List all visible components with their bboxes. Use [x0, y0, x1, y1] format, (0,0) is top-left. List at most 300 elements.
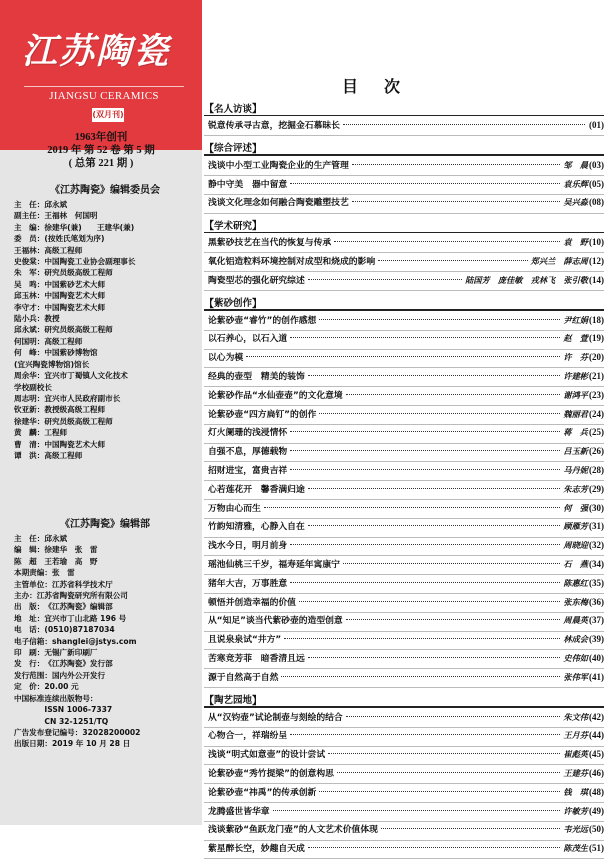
board-row: [14, 324, 196, 335]
staff-label: 出版日期：: [14, 739, 52, 749]
toc-entry: [204, 632, 604, 651]
staff-value: 《江苏陶瓷》发行部: [44, 659, 113, 669]
article-title: 论紫砂作品“水仙壶壶”的文化意境: [208, 390, 343, 401]
board-label: 主 任：: [14, 200, 45, 209]
board-row: [14, 370, 196, 381]
toc-entry: [204, 254, 604, 273]
article-author: 蒋 兵: [563, 427, 588, 438]
article-author: 袁乐辉: [563, 178, 588, 189]
board-row: [14, 245, 196, 256]
article-author: 周晨英: [563, 615, 588, 626]
page-number: (44): [589, 730, 604, 741]
article-author: 张伟军: [563, 671, 588, 682]
toc-entry: [204, 331, 604, 350]
leader-dots: [246, 356, 560, 357]
bracket-close: 】: [252, 221, 263, 233]
article-title: 万物由心而生: [208, 503, 261, 514]
staff-label: 广告发布登记编号：: [14, 727, 83, 737]
staff-label: 主管单位：: [14, 579, 52, 589]
issue-info: [0, 131, 202, 170]
total-issue: ( 总第 221 期 ): [68, 158, 134, 169]
staff-value: [98, 693, 196, 704]
leader-dots: [290, 582, 560, 583]
toc-section-name: 学术研究: [214, 220, 253, 232]
toc-section-heading: [204, 295, 604, 310]
board-label: 委 员：: [14, 234, 45, 244]
board-label: 王福林：: [14, 245, 45, 255]
page-number: (31): [589, 521, 604, 532]
staff-value: 32028200002: [82, 727, 141, 737]
toc-entry: [204, 822, 604, 841]
staff-value: 徐建华 张 雷: [44, 545, 98, 555]
board-value: (宜兴陶瓷博物馆)馆长: [14, 359, 90, 369]
article-title: 以石养心，以石入道: [208, 334, 288, 345]
bracket-open: 【: [204, 104, 214, 115]
board-row: [14, 210, 196, 221]
board-label: 史俊棠：: [14, 257, 45, 267]
board-heading: 《江苏陶瓷》编辑委员会: [50, 185, 160, 196]
board-row: [14, 290, 196, 301]
staff-row: [14, 556, 196, 567]
staff-row: [14, 738, 196, 749]
toc-entry: [204, 350, 604, 369]
bracket-close: 】: [252, 104, 263, 115]
article-author: 陈茂生: [563, 843, 588, 854]
leader-dots: [328, 753, 560, 754]
leader-dots: [308, 488, 561, 489]
board-value: 中国陶瓷工业协会副理事长: [44, 257, 136, 267]
board-row: [14, 313, 196, 324]
staff-row: [14, 601, 196, 612]
page-number: (37): [589, 615, 604, 626]
board-row: [14, 393, 196, 404]
article-title: 黑紫砂技艺在当代的恢复与传承: [208, 238, 332, 249]
staff-label: 印 刷：: [14, 648, 45, 658]
article-title: 论紫砂壶“祎禹”的传承创新: [208, 787, 317, 798]
article-title: 浅谈“明式如意壶”的设计尝试: [208, 750, 326, 761]
page-number: (34): [589, 558, 604, 569]
toc-entry: [204, 407, 604, 426]
board-value: 研究员级高级工程师: [44, 268, 113, 278]
article-title: 竹韵知清雅，心静入自在: [208, 522, 305, 533]
bracket-close: 】: [252, 695, 263, 707]
board-label: 徐建华：: [14, 416, 45, 426]
frequency-badge: (双月刊): [92, 108, 124, 122]
staff-row: [14, 590, 196, 601]
article-title: 顿悟并创造幸福的价值: [208, 597, 296, 608]
board-label: 主 编：: [14, 222, 45, 232]
board-value: 教授: [44, 314, 60, 324]
article-author: 郑兴兰 薛志周: [530, 255, 588, 266]
staff-label: 编 辑：: [14, 545, 45, 555]
article-title: 猪年大吉，万事胜意: [208, 578, 288, 589]
article-author: 钱 琪: [563, 786, 588, 797]
toc-section-heading: [204, 692, 604, 707]
staff-value: 国内外公开发行: [51, 670, 106, 680]
toc-entry: [204, 670, 604, 689]
page-number: (32): [589, 540, 604, 551]
toc-entry: [204, 313, 604, 332]
leader-dots: [290, 450, 560, 451]
page-number: (48): [589, 786, 604, 797]
article-author: 许敏芳: [563, 805, 588, 816]
staff-value: 《江苏陶瓷》编辑部: [44, 602, 113, 612]
staff-label: 出 版：: [14, 602, 45, 612]
article-title: 论紫砂壶“四方扁钉”的创作: [208, 409, 317, 420]
board-value: 教授级高级工程师: [44, 405, 106, 415]
article-title: 源于自然高于自然: [208, 672, 279, 683]
staff-label: 本期责编：: [14, 568, 52, 578]
toc-list: [204, 97, 604, 860]
staff-row: [14, 533, 196, 544]
article-author: 许建彬: [563, 370, 588, 381]
board-value: 中国陶瓷艺术大师: [44, 291, 106, 301]
board-row: [14, 267, 196, 278]
board-label: 邱玉林：: [14, 291, 45, 301]
board-value: 中国紫砂艺术大师: [44, 279, 106, 289]
staff-label: 主办：: [14, 591, 37, 601]
board-label: 黄 麟：: [14, 428, 45, 438]
article-title: 论紫砂壶“睿竹”的创作感想: [208, 315, 317, 326]
toc-section-name: 名人访谈: [214, 103, 253, 115]
leader-dots: [346, 394, 561, 395]
article-author: 魏丽君: [563, 408, 588, 419]
board-row: [14, 382, 196, 393]
staff-value: 20.00 元: [44, 682, 79, 692]
staff-label: 发 行：: [14, 659, 45, 669]
toc-entry: [204, 841, 604, 860]
leader-dots: [381, 828, 561, 829]
article-author: 许 芬: [563, 352, 588, 363]
page-number: (30): [589, 502, 604, 513]
leader-dots: [290, 544, 560, 545]
article-title: 心若莲花开 馨香满归途: [208, 484, 305, 495]
staff-value: 宜兴市丁山北路 196 号: [44, 613, 127, 623]
toc-entry: [204, 273, 604, 292]
board-value: 学校副校长: [14, 382, 52, 392]
staff-value: 江苏省陶瓷研究所有限公司: [36, 591, 128, 601]
board-label: 谭 洪：: [14, 450, 45, 460]
volume-issue: 2019 年 第 52 卷 第 5 期: [47, 145, 155, 156]
bracket-open: 【: [204, 298, 214, 310]
article-title: 论紫砂壶“秀竹提梁”的创意构思: [208, 768, 334, 779]
editorial-staff: [14, 512, 196, 750]
board-value: 中国陶瓷艺术大师: [44, 439, 106, 449]
article-author: 朱文伟: [563, 711, 588, 722]
leader-dots: [290, 183, 560, 184]
staff-label: 定 价：: [14, 682, 45, 692]
toc-entry: [204, 158, 604, 177]
staff-row: [14, 624, 196, 635]
leader-dots: [319, 413, 560, 414]
board-label: 陆小兵：: [14, 314, 45, 324]
article-title: 陶瓷型芯的强化研究综述: [208, 275, 305, 286]
article-title: 经典的壶型 精美的装饰: [208, 371, 305, 382]
leader-dots: [290, 337, 560, 338]
staff-row: [14, 613, 196, 624]
toc-entry: [204, 804, 604, 823]
staff-row: [14, 670, 196, 681]
board-value: 王福林 何国明: [44, 211, 98, 221]
article-author: 陈惠红: [563, 577, 588, 588]
page-number: (39): [589, 634, 604, 645]
leader-dots: [290, 469, 560, 470]
article-author: 周晓迎: [563, 540, 588, 551]
article-author: 谢鸿平: [563, 389, 588, 400]
toc-entry: [204, 425, 604, 444]
toc-entry: [204, 651, 604, 670]
logo-divider: [24, 86, 184, 87]
leader-dots: [378, 260, 528, 261]
staff-label: 主 任：: [14, 534, 45, 543]
board-label: 吴 鸣：: [14, 279, 45, 289]
staff-label: 地 址：: [14, 613, 45, 623]
bracket-close: 】: [252, 143, 263, 155]
staff-row: [14, 567, 196, 578]
toc-entry: [204, 785, 604, 804]
staff-row: [14, 636, 196, 647]
toc-entry: [204, 501, 604, 520]
staff-row: [14, 727, 196, 738]
leader-dots: [319, 319, 560, 320]
board-label: 李守才：: [14, 302, 45, 312]
article-author: 林成会: [563, 634, 588, 645]
article-author: 吕玉新: [563, 446, 588, 457]
board-value: (按姓氏笔划为序): [44, 234, 105, 244]
bracket-open: 【: [204, 695, 214, 707]
leader-dots: [273, 810, 561, 811]
toc-entry: [204, 747, 604, 766]
staff-value: 邱永斌: [44, 534, 68, 543]
toc-section-name: 陶艺园地: [214, 695, 253, 707]
leader-dots: [337, 772, 560, 773]
article-author: 崔彪英: [563, 749, 588, 760]
staff-row: [14, 716, 196, 727]
page-number: (03): [589, 159, 604, 170]
article-author: 吴兴淼: [563, 197, 588, 208]
page-number: (14): [589, 274, 604, 285]
page-number: (51): [589, 843, 604, 854]
staff-row: [14, 544, 196, 555]
page-number: (28): [589, 464, 604, 475]
board-row: [14, 199, 196, 210]
board-row: [14, 233, 196, 244]
article-title: 瑶池仙桃三千岁，福寿延年寓康宁: [208, 559, 340, 570]
page-number: (40): [589, 652, 604, 663]
page-number: (24): [589, 408, 604, 419]
toc-entry: [204, 482, 604, 501]
article-title: 龙腾盛世皆华章: [208, 806, 270, 817]
bracket-open: 【: [204, 143, 214, 155]
staff-label: 电子信箱：: [14, 636, 52, 646]
leader-dots: [281, 676, 560, 677]
page-number: (50): [589, 824, 604, 835]
page-number: (26): [589, 446, 604, 457]
board-value: 徐建华(兼) 王建华(兼): [44, 222, 135, 232]
leader-dots: [308, 847, 561, 848]
board-label: 何国明：: [14, 336, 45, 346]
article-author: 王月芬: [563, 730, 588, 741]
leader-dots: [308, 525, 561, 526]
board-row: [14, 256, 196, 267]
page-number: (49): [589, 805, 604, 816]
board-row: [14, 450, 196, 461]
article-title: 紫星醉长空，妙趣自天成: [208, 844, 305, 855]
leader-dots: [308, 279, 462, 280]
toc-entry: [204, 519, 604, 538]
page-number: (35): [589, 577, 604, 588]
staff-value: 陈 超 王若瑜 高 野: [14, 556, 98, 566]
article-author: 顾雁芳: [563, 521, 588, 532]
article-author: 史伟如: [563, 652, 588, 663]
board-row: [14, 336, 196, 347]
toc-entry: [204, 728, 604, 747]
toc-column: [202, 0, 612, 855]
toc-entry: [204, 538, 604, 557]
board-row: [14, 427, 196, 438]
article-title: 浅谈中小型工业陶瓷企业的生产管理: [208, 160, 349, 171]
page-number: (19): [589, 333, 604, 344]
toc-entry: [204, 388, 604, 407]
leader-dots: [343, 563, 560, 564]
staff-row: [14, 658, 196, 669]
board-row: [14, 279, 196, 290]
article-author: 邹 晨: [563, 159, 588, 170]
staff-value: 张 雷: [51, 568, 75, 578]
article-title: 从“知足”谈当代紫砂壶的造型创意: [208, 616, 343, 627]
leader-dots: [308, 375, 561, 376]
toc-section-heading: [204, 100, 604, 115]
board-label: 钦亚新：: [14, 405, 45, 415]
article-author: 朱志芳: [563, 483, 588, 494]
article-title: 静中守美 器中留意: [208, 179, 288, 190]
board-label: 曹 清：: [14, 439, 45, 449]
staff-value: shanglei@jstys.com: [51, 636, 137, 646]
page-number: (05): [589, 178, 604, 189]
leader-dots: [352, 164, 561, 165]
board-row: [14, 439, 196, 450]
article-author: 石 燕: [563, 558, 588, 569]
article-title: 招财进宝，富贵吉祥: [208, 465, 288, 476]
board-label: 周余华：: [14, 371, 45, 381]
article-author: 袁 野: [563, 237, 588, 248]
page-number: (36): [589, 596, 604, 607]
toc-entry: [204, 766, 604, 785]
leader-dots: [334, 241, 560, 242]
page-number: (18): [589, 314, 604, 325]
page-number: (23): [589, 389, 604, 400]
leader-dots: [352, 201, 561, 202]
page-number: (42): [589, 711, 604, 722]
leader-dots: [264, 507, 561, 508]
page-number: (20): [589, 352, 604, 363]
toc-entry: [204, 235, 604, 254]
article-title: 从“汉钧壶”试论制壶与刻绘的结合: [208, 712, 343, 723]
article-title: 自强不息，厚德载物: [208, 447, 288, 458]
board-row: [14, 347, 196, 358]
article-title: 浅谈文化理念如何融合陶瓷雕塑技艺: [208, 198, 349, 209]
masthead-banner: [0, 0, 202, 150]
board-value: 工程师: [44, 428, 68, 438]
board-label: 周志明：: [14, 393, 45, 403]
article-title: 以心为模: [208, 353, 244, 364]
masthead-column: [0, 0, 202, 825]
staff-value: 无锡广新印刷厂: [44, 648, 98, 658]
board-row: [14, 359, 196, 370]
toc-entry: [204, 595, 604, 614]
leader-dots: [346, 619, 561, 620]
board-row: [14, 222, 196, 233]
board-value: 宜兴市人民政府副市长: [44, 393, 121, 403]
article-title: 且说泉泉试“井方”: [208, 635, 282, 646]
staff-heading: 《江苏陶瓷》编辑部: [60, 519, 150, 530]
page-number: (21): [589, 370, 604, 381]
staff-row: [14, 647, 196, 658]
page-number: (46): [589, 767, 604, 778]
staff-row: [14, 579, 196, 590]
leader-dots: [308, 657, 561, 658]
staff-row: [14, 704, 196, 715]
board-value: 高级工程师: [44, 450, 83, 460]
page-number: (25): [589, 427, 604, 438]
article-title: 苦寒竞芳菲 暗香清且远: [208, 653, 305, 664]
board-row: [14, 404, 196, 415]
leader-dots: [299, 601, 560, 602]
toc-entry: [204, 710, 604, 729]
page-number: (45): [589, 749, 604, 760]
page-number: (29): [589, 483, 604, 494]
board-label: 朱 军：: [14, 268, 45, 278]
page-number: (41): [589, 671, 604, 682]
staff-value: 2019 年 10 月 28 日: [51, 739, 131, 749]
page-number: (12): [589, 255, 604, 266]
journal-english-name: JIANGSU CERAMICS: [49, 90, 159, 102]
staff-label: 发行范围：: [14, 670, 52, 680]
leader-dots: [319, 791, 560, 792]
toc-section-heading: [204, 217, 604, 232]
toc-entry: [204, 557, 604, 576]
leader-dots: [290, 734, 560, 735]
board-value: 研究员级高级工程师: [44, 416, 113, 426]
bracket-open: 【: [204, 221, 214, 233]
article-author: 尹红娟: [563, 314, 588, 325]
toc-section-name: 紫砂创作: [214, 298, 253, 310]
article-author: 赵 萱: [563, 333, 588, 344]
article-author: 韦光远: [563, 824, 588, 835]
article-author: 何 强: [563, 502, 588, 513]
article-author: 陆国芳 庞佳敏 戎林飞 张引敬: [465, 274, 588, 285]
board-value: 中国紫砂博物馆: [44, 348, 98, 358]
article-title: 灯火阑珊的浅浸情怀: [208, 428, 288, 439]
staff-value: CN 32-1251/TQ: [14, 716, 109, 726]
board-label: 副主任：: [14, 211, 45, 221]
toc-entry: [204, 369, 604, 388]
editorial-board: [14, 178, 196, 461]
toc-entry: [204, 463, 604, 482]
page-number: (10): [589, 237, 604, 248]
toc-entry: [204, 195, 604, 214]
toc-section-heading: [204, 140, 604, 155]
toc-section-name: 综合评述: [214, 143, 253, 155]
bracket-close: 】: [252, 298, 263, 310]
article-title: 锐意传承寻古意，挖掘金石慕昧长: [208, 121, 340, 131]
page-number: (01): [589, 120, 604, 130]
leader-dots: [343, 124, 585, 125]
leader-dots: [290, 431, 560, 432]
board-label: 何 峰：: [14, 348, 45, 358]
toc-entry: [204, 177, 604, 196]
journal-logo: 江苏陶瓷: [22, 31, 171, 72]
